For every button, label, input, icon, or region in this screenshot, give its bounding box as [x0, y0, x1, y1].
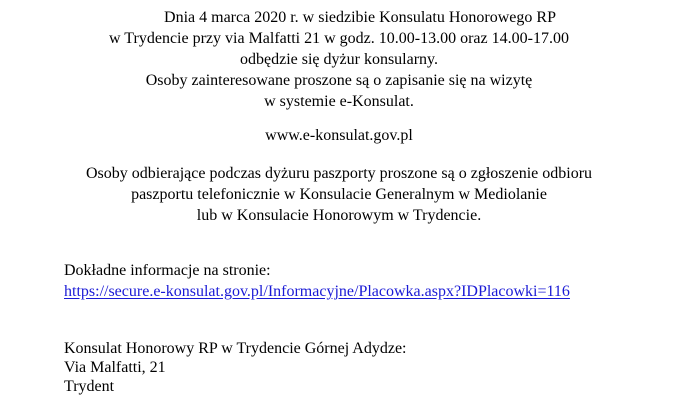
passports-line-2: paszportu telefonicznie w Konsulacie Generalnym w Mediolanie	[131, 186, 547, 203]
info-label: Dokładne informacje na stronie:	[64, 262, 271, 279]
announcement-line-2: w Trydencie przy via Malfatti 21 w godz. 10.00-13.00 oraz 14.00-17.00	[109, 30, 569, 47]
announcement-line-4: Osoby zainteresowane proszone są o zapisanie się na wizytę	[145, 72, 533, 89]
announcement-line-3: odbędzie się dyżur konsularny.	[239, 51, 438, 68]
announcement-line-1: Dnia 4 marca 2020 r. w siedzibie Konsulatu Honorowego RP	[164, 9, 556, 26]
info-link[interactable]: https://secure.e-konsulat.gov.pl/Informacyjne/Placowka.aspx?IDPlacowki=116	[64, 283, 570, 300]
address-line-2: Via Malfatti, 21	[64, 359, 166, 376]
passports-line-3: lub w Konsulacie Honorowym w Trydencie.	[196, 207, 482, 224]
website-text: www.e-konsulat.gov.pl	[265, 127, 413, 144]
announcement-line-5: w systemie e-Konsulat.	[264, 93, 414, 110]
address-line-1: Konsulat Honorowy RP w Trydencie Górnej Adydze:	[64, 340, 407, 357]
address-line-3: Trydent	[64, 378, 115, 395]
passports-line-1: Osoby odbierające podczas dyżuru paszporty proszone są o zgłoszenie odbioru	[85, 165, 593, 182]
